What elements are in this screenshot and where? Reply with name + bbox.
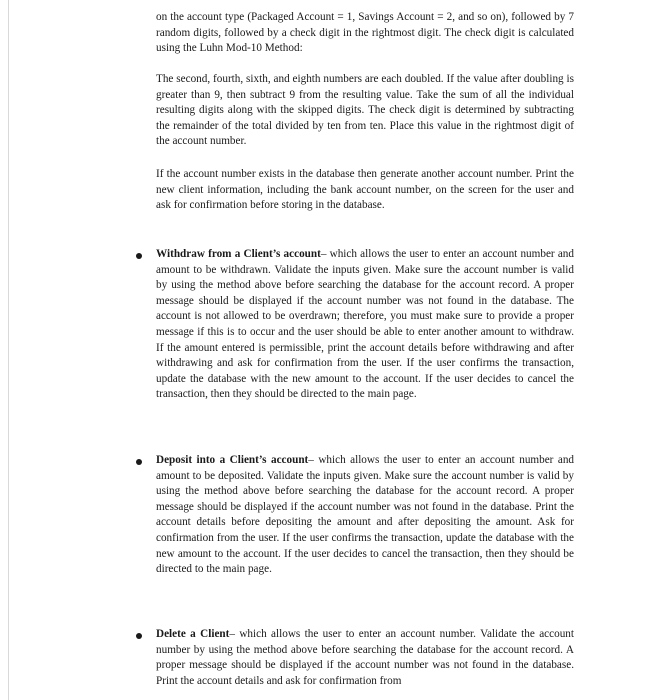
bullet-icon bbox=[136, 633, 142, 639]
bullet-deposit bbox=[156, 453, 574, 578]
intro-paragraph: on the account type (Packaged Account = 1, Savings Account = 2, and so on), followed by 7 random digits, followed by a check digit in the rightmost digit. The check digit is calculated using the Luhn Mod-10 Method: bbox=[156, 11, 574, 55]
bullet-icon bbox=[136, 253, 142, 259]
luhn-method-paragraph: The second, fourth, sixth, and eighth numbers are each doubled. If the value after doubling is greater than 9, then subtract 9 from the resulting value. Take the sum of all the individual resulting digits along with the skipped digits. The check digit is determined by subtracting the remainder of the total divided by ten from ten. Place this value in the rightmost digit of the account number. bbox=[156, 73, 574, 148]
bullet-icon bbox=[136, 459, 142, 465]
bullet-withdraw bbox=[156, 247, 574, 403]
account-exists-paragraph: If the account number exists in the database then generate another account number. Print the new client information, including the bank account number, on the screen for the user and ask for confirmation before storing in the database. bbox=[156, 168, 574, 212]
bullet-delete-title: Delete a Client bbox=[156, 628, 230, 640]
bullet-delete-text: – which allows the user to enter an account number. Validate the account number by using the method above before searching the database for the account record. A proper message should be displayed if the account number was not found in the database. Print the account details and ask for confirmation from bbox=[156, 628, 574, 687]
bullet-deposit-text: – which allows the user to enter an account number and amount to be deposited. Validate the inputs given. Make sure the account number is valid by using the method above before searching the database for the account record. A proper message should be displayed if the account number was not found in the database. Print the account details before depositing the amount and after depositing the amount. Ask for confirmation from the user. If the user confirms the transaction, update the database with the new amount to the account. If the user decides to cancel the transaction, then they should be directed to the main page. bbox=[156, 454, 575, 576]
bullet-delete bbox=[156, 627, 574, 689]
bullet-withdraw-text: – which allows the user to enter an account number and amount to be withdrawn. Validate the inputs given. Make sure the account number is valid by using the method above before searching the database for the account record. A proper message should be displayed if the account number was not found in the database. The account is not allowed to be overdrawn; therefore, you must make sure to provide a proper message if this is to occur and the user should be able to enter another amount to withdraw. If the amount entered is permissible, print the account details before withdrawing and after withdrawing and ask for confirmation from the user. If the user confirms the transaction, update the database with the new amount to the account. If the user decides to cancel the transaction, then they should be directed to the main page. bbox=[156, 248, 574, 401]
bullet-withdraw-title: Withdraw from a Client’s account bbox=[156, 248, 321, 260]
bullet-deposit-title: Deposit into a Client’s account bbox=[156, 454, 309, 466]
